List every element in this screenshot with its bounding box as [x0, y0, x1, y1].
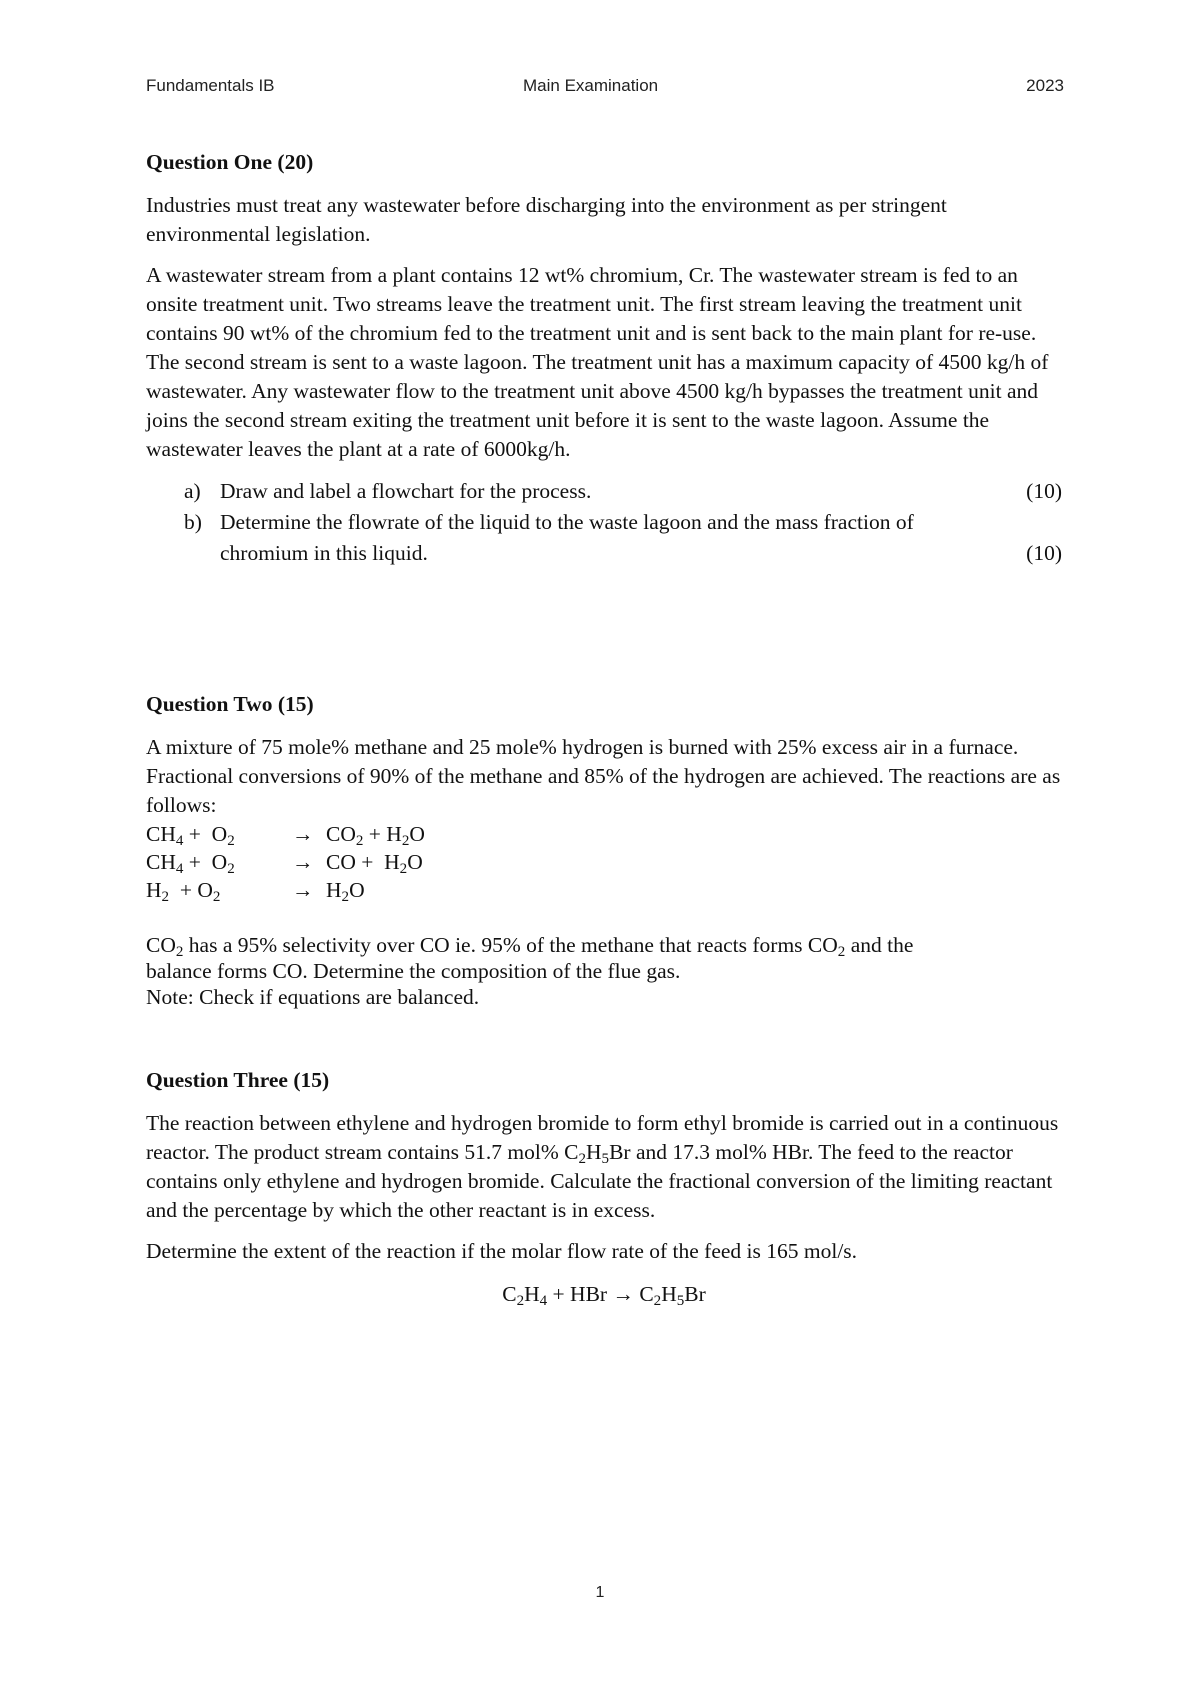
question-two-note: $CO_2$ has a 95% selectivity over CO ie. 95% of the methane that reacts forms $CO_2$ and the balance forms CO. Determine the composition of the flue gas. Note: Check if equations are balanced. — [146, 933, 914, 1009]
question-three-title: Question Three (15) — [146, 1068, 330, 1092]
question-two-description: A mixture of 75 mole% methane and 25 mole% hydrogen is burned with 25% excess air in a furnace. Fractional conversions of 90% of the methane and 85% of the hydrogen are achieved. The reactions are as follows: — [146, 735, 1061, 817]
arrow: → — [292, 878, 314, 902]
question-two-title: Question Two (15) — [146, 692, 314, 716]
arrow: → — [292, 822, 314, 846]
question-one-part-a — [146, 476, 1062, 507]
header-year: 2023 — [1026, 76, 1064, 95]
part-label: b) — [184, 510, 202, 534]
page-number: 1 — [595, 1584, 605, 1601]
exam-body — [146, 148, 1062, 1309]
question-one-part-b-continued — [146, 538, 1062, 569]
question-two-check-note: Note: Check if equations are balanced. — [146, 985, 480, 1009]
question-one-part-b — [146, 507, 1062, 538]
ethyl-bromide-reaction: $C_2H_4$ + HBr → $C_2H_5Br$ — [502, 1282, 706, 1309]
question-one-description: A wastewater stream from a plant contains 12 wt% chromium, Cr. The wastewater stream is fed to an onsite treatment unit. Two streams leave the treatment unit. The first stream leaving the treatment unit contains 90 wt% of the chromium fed to the treatment unit and is sent back to the main plant for re-use. The second stream is sent to a waste lagoon. The treatment unit has a maximum capacity of 4500 kg/h of wastewater. Any wastewater flow to the treatment unit above 4500 kg/h bypasses the treatment unit and joins the second stream exiting the treatment unit before it is sent to the waste lagoon. Assume the wastewater leaves the plant at a rate of 6000kg/h. — [146, 263, 1049, 461]
part-marks: (10) — [1026, 541, 1062, 565]
question-three-description: The reaction between ethylene and hydrogen bromide to form ethyl bromide is carried out in a continuous reactor. The product stream contains 51.7 mol% $C_2H_5Br$ and 17.3 mol% HBr. The feed to the reactor contains only ethylene and hydrogen bromide. Calculate the fractional conversion of the limiting reactant and the percentage by which the other reactant is in excess. — [146, 1111, 1059, 1222]
part-text: Determine the flowrate of the liquid to the waste lagoon and the mass fraction of — [220, 510, 914, 534]
part-marks: (10) — [1026, 479, 1062, 503]
reaction-equation-3: $H_2 + O_2$ → $H_2O$ — [146, 878, 365, 905]
part-text-continued: chromium in this liquid. — [220, 541, 428, 565]
question-one-intro: Industries must treat any wastewater before discharging into the environment as per stringent environmental legislation. — [146, 193, 947, 246]
part-text: Draw and label a flowchart for the process. — [220, 479, 592, 503]
part-label: a) — [184, 479, 201, 503]
question-one-title: Question One (20) — [146, 150, 314, 174]
header-exam-type: Main Examination — [523, 76, 659, 95]
reaction-equation-1: $CH_4 + O_2$ → $CO_2 + H_2O$ — [146, 822, 425, 849]
arrow: → — [292, 850, 314, 874]
header-course: Fundamentals IB — [146, 76, 275, 95]
question-three-extent: Determine the extent of the reaction if the molar flow rate of the feed is 165 mol/s. — [146, 1239, 858, 1263]
reaction-equation-2: $CH_4 + O_2$ → CO + $H_2O$ — [146, 850, 423, 877]
